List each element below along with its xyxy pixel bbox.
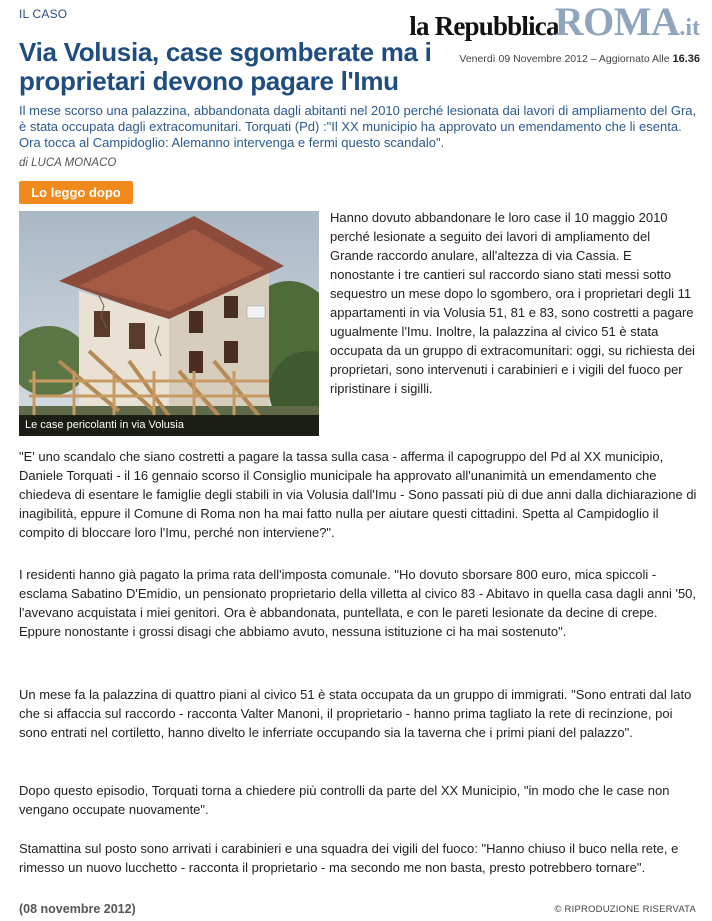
dateline — [459, 53, 700, 65]
brand-tld: .it — [679, 15, 700, 41]
brand-repubblica: la Repubblica — [409, 11, 559, 41]
article-lead-paragraph: Hanno dovuto abbandonare le loro case il 10 maggio 2010 perché lesionate a seguito dei lavori di ampliamento del Grande raccordo anulare, all'altezza di via Cassia. E nonostante i tre cantieri sul raccordo siano stati messi sotto sequestro un mese dopo lo sgombero, ora i proprietari degli 11 appartamenti in via Volusia 51, 81 e 83, sono costretti a pagare ugualmente l'Imu. Inoltre, la palazzina al civico 51 è stata occupata da un gruppo di extracomunitari: oggi, su richiesta dei proprietari, sono intervenuti i carabinieri e i vigili del fuoco per ripristinare i sigilli. — [330, 210, 695, 396]
article-photo[interactable] — [19, 211, 319, 436]
article-paragraph-4: Dopo questo episodio, Torquati torna a chiedere più controlli da parte del XX Municipio, "in modo che le case non vengano occupate nuovamente". — [19, 783, 670, 817]
dateline-text: Venerdì 09 Novembre 2012 – Aggiornato Alle — [459, 53, 673, 65]
dateline-time: 16.36 — [672, 53, 700, 65]
article-summary: Il mese scorso una palazzina, abbandonata dagli abitanti nel 2010 perché lesionata dai lavori di ampliamento del Gra, è stata occupata dagli extracomunitari. Torquati (Pd) :"Il XX municipio ha approvato un emendamento che li esenta. Ora tocca al Campidoglio: Alemanno intervenga e fermi questo scandalo". — [19, 103, 697, 150]
copyright-notice: © RIPRODUZIONE RISERVATA — [554, 904, 696, 915]
section-tag[interactable]: IL CASO — [19, 7, 68, 21]
article-paragraph-5: Stamattina sul posto sono arrivati i carabinieri e una squadra dei vigili del fuoco: "Hanno chiuso il buco nella rete, e rimesso un nuovo lucchetto - racconta il proprietario - ma secondo me non basta, presto potrebbero tornare". — [19, 841, 679, 875]
byline: di LUCA MONACO — [19, 157, 117, 169]
article-date: (08 novembre 2012) — [19, 902, 136, 916]
article-paragraph-1: "E' uno scandalo che siano costretti a pagare la tassa sulla casa - afferma il capogruppo del Pd al XX municipio, Daniele Torquati - il 16 gennaio scorso il Consiglio municipale ha approvato all'unanimità un emendamento che chiedeva di esentare le famiglie degli stabili in via Volusia dall'Imu - Sono passati più di due anni dalla dichiarazione di inagibilità, eppure il Comune di Roma non ha mai fatto nulla per aiutare questi cittadini. Spetta al Campidoglio il compito di bloccare loro l'Imu, perché non interviene?". — [19, 449, 697, 540]
article-headline: Via Volusia, case sgomberate ma i proprietari devono pagare l'Imu — [19, 37, 432, 96]
photo-caption: Le case pericolanti in via Volusia — [19, 415, 319, 436]
article-paragraph-2: I residenti hanno già pagato la prima rata dell'imposta comunale. "Ho dovuto sborsare 800 euro, mica spiccoli - esclama Sabatino D'Emidio, un pensionato proprietario della villetta al civico 83 - Abitavo in quella casa dagli anni '50, l'avevano acquistata i miei genitori. Ora è abbandonata, puntellata, e con le pareti lesionate da decine di crepe. Eppure nonostante i grossi disagi che abbiamo avuto, nessuna istituzione ci ha mai sostenuto". — [19, 567, 697, 639]
brand-roma: ROMA — [554, 0, 680, 44]
masthead-logo[interactable] — [409, 0, 700, 44]
article-paragraph-3: Un mese fa la palazzina di quattro piani al civico 51 è stata occupata da un gruppo di immigrati. "Sono entrati dal lato che si affaccia sul raccordo - racconta Valter Manoni, il proprietario - hanno prima tagliato la rete di recinzione, poi sono entrati nel cortiletto, hanno divelto le inferriate occupando sia la taverna che i primi piani del palazzo". — [19, 687, 692, 740]
house-photo-icon — [19, 211, 319, 436]
read-later-button[interactable]: Lo leggo dopo — [19, 181, 133, 204]
